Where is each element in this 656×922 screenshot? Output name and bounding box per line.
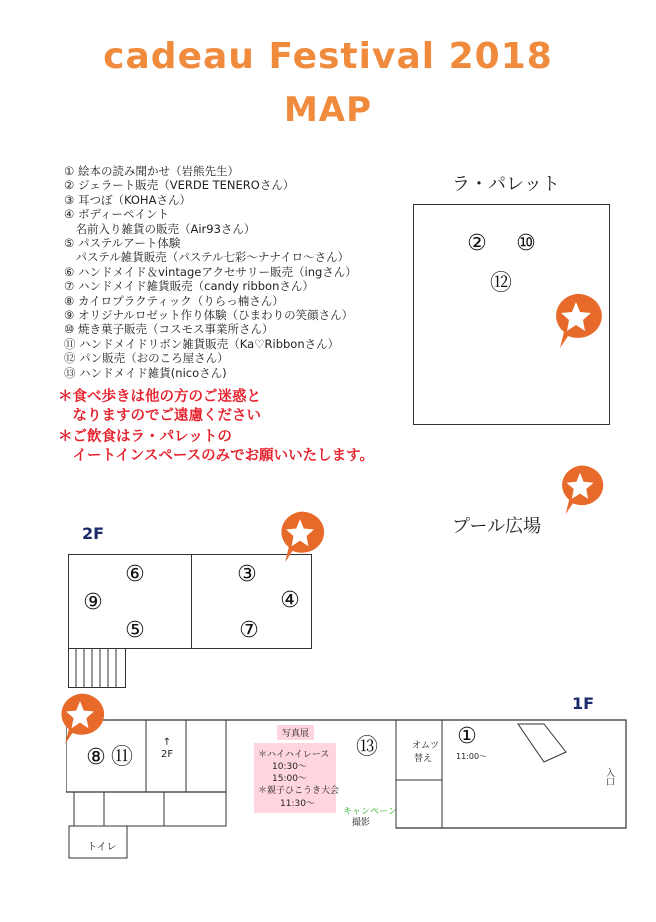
legend-item: ⑦ ハンドメイド雑貨販売（candy ribbonさん） [64,279,314,294]
legend-item: ① 絵本の読み聞かせ（岩熊先生） [64,164,239,178]
note-line: ＊食べ歩きは他の方のご迷惑と [58,389,261,405]
diaper-label: 替え [414,754,433,764]
booth-marker: ② [467,231,487,256]
side-label: 入口 [604,768,614,786]
race-time: 15:00〜 [272,774,307,784]
booth-marker: ⑧ [86,745,106,770]
floor-1f-label: 1F [572,694,595,713]
booth-marker: ⑨ [83,590,103,615]
booth-marker: ⑤ [125,618,145,643]
legend-item: ⑥ ハンドメイド＆vintageアクセサリー販売（ingさん） [64,264,357,279]
legend-item: ④ ボディーペイント [64,207,170,222]
booth-marker: ⑩ [516,231,536,256]
time-label: 11:00〜 [456,752,488,761]
event-schedule-box [254,743,340,813]
race-title: ＊ハイハイレース [258,750,330,760]
note-line: ＊ご飲食はラ・パレットの [58,429,232,445]
title-map: MAP [283,90,373,130]
booth-marker: ④ [280,588,300,613]
booth-marker: ⑫ [489,271,512,296]
note-line: なりますのでご遠慮ください [58,408,261,424]
legend-item: ③ 耳つぼ（KOHAさん） [64,192,191,207]
star-icon [52,690,108,746]
title-main: cadeau Festival 2018 [103,36,553,77]
legend-item: ⑤ パステルアート体験 [64,236,181,251]
photo-exhibit-label: 写真展 [277,725,314,740]
floor-1f-plan [66,716,632,862]
pool-plaza-label: プール広場 [452,516,542,537]
lottery-title: ＊親子ひこうき大会 [258,786,340,796]
diaper-label: オムツ [412,741,440,751]
floor-2f-label: 2F [82,524,105,543]
note-line: イートインスペースのみでお願いいたします。 [58,448,374,464]
legend-item: ⑨ オリジナルロゼット作り体験（ひまわりの笑顔さん） [64,308,354,323]
stairs-up-label: ↑ 2F [161,737,174,760]
legend-item: ⑫ パン販売（おのころ屋さん） [64,351,229,366]
star-icon [546,290,606,350]
legend-item: ⑧ カイロプラクティック（りらっ楠さん） [64,293,284,308]
legend-item: パステル雑貨販売（パステル七彩〜ナナイロ〜さん） [64,250,350,265]
booth-marker: ⑦ [239,618,259,643]
campaign-label: キャンペーン [343,807,397,817]
booth-marker: ① [457,724,477,749]
toilet-label: トイレ [87,842,117,853]
legend-item: ⑩ 焼き菓子販売（コスモス事業所さん） [64,322,274,337]
la-palette-label: ラ・パレット [452,174,560,195]
campaign-label: 撮影 [352,818,371,828]
booth-marker: ③ [237,562,257,587]
booth-marker: ⑬ [355,735,378,760]
legend-item: ② ジェラート販売（VERDE TENEROさん） [64,178,295,193]
legend-item: ⑪ ハンドメイドリボン雑貨販売（Ka♡Ribbonさん） [64,336,340,351]
race-time: 10:30〜 [272,762,307,772]
stairs-2f [68,648,126,688]
star-icon [272,508,328,564]
booth-marker: ⑪ [110,745,133,770]
legend-item: 名前入り雑貨の販売（Air93さん） [64,221,256,236]
legend-item: ⑬ ハンドメイド雑貨(nicoさん) [64,365,227,380]
legend [64,164,357,380]
lottery-time: 11:30〜 [280,799,315,809]
star-icon [552,462,608,516]
booth-marker: ⑥ [125,562,145,587]
